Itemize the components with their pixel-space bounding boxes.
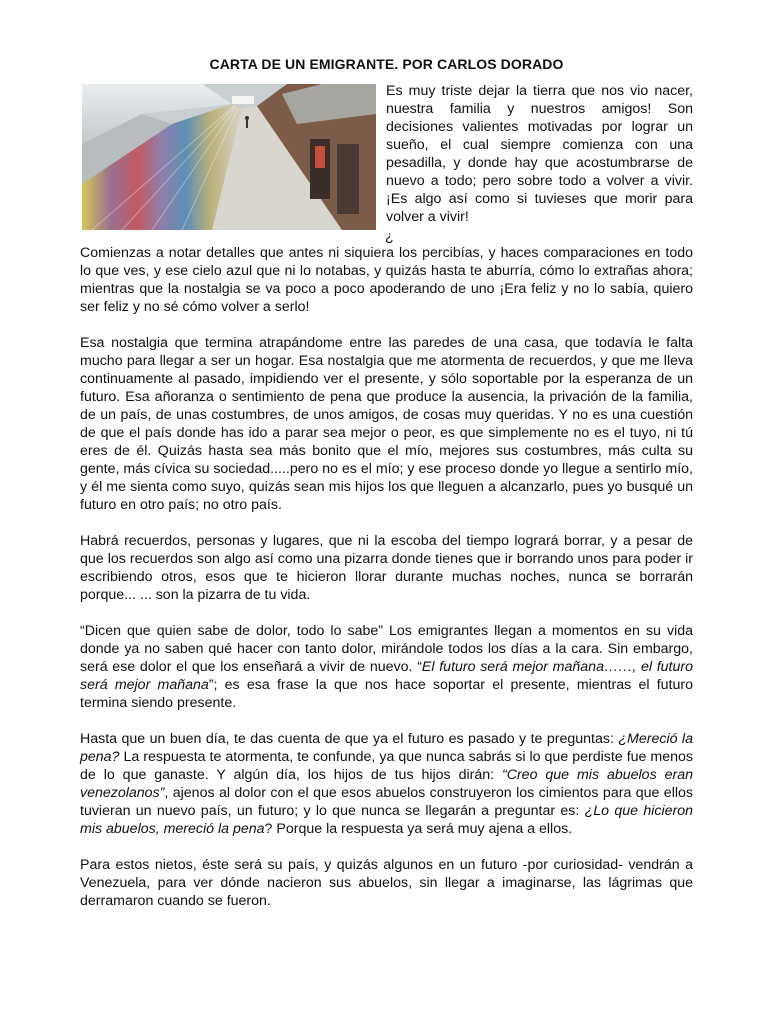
subway-station-photo-illustration bbox=[82, 84, 376, 230]
paragraph-5-text-e: , ajenos al dolor con el que esos abuelos construyeron los cimientos para que ellos tuvieran un nuevo país, un futuro; y lo que nunca se llegarán a preguntar es: bbox=[80, 785, 693, 819]
paragraph-6: Para estos nietos, éste será su país, y quizás algunos en un futuro -por curiosidad- vendrán a Venezuela, para ver dónde nacieron sus abuelos, sin llegar a imaginarse, las lágrimas que derramaron cuando se fueron. bbox=[80, 857, 693, 909]
intro-paragraph: Es muy triste dejar la tierra que nos vio nacer, nuestra familia y nuestros amigos! Son decisiones valientes motivadas por lograr un sueño, el cual siempre comienza con una pesadilla, y donde hay que acostumbrarse de nuevo a todo; pero sobre todo a volver a vivir. ¡Es algo así como si tuvieses que morir para volver a vivir! bbox=[386, 83, 693, 225]
paragraph-5-italic-question: ¿Mereció la pena? bbox=[80, 731, 693, 765]
paragraph-5-text-g: ? Porque la respuesta ya será muy ajena a ellos. bbox=[264, 821, 573, 837]
intro-row bbox=[80, 82, 693, 230]
paragraph-4-italic-quote: El futuro será mejor mañana……, el futuro será mejor mañana bbox=[80, 659, 693, 693]
subway-station-photo bbox=[82, 84, 376, 230]
paragraph-5-italic-final-question: ¿Lo que hicieron mis abuelos, mereció la pena bbox=[80, 803, 694, 837]
paragraph-4 bbox=[80, 622, 693, 712]
document-page bbox=[80, 56, 693, 928]
paragraph-4-text-c: ”; es esa frase la que nos hace soportar el presente, mientras el futuro termina siendo presente. bbox=[80, 677, 693, 711]
paragraph-3: Habrá recuerdos, personas y lugares, que ni la escoba del tiempo logrará borrar, y a pesar de que los recuerdos son algo así como una pizarra donde tienes que ir borrando unos para poder ir escribiendo otros, esos que te hicieron llorar durante muchas noches, nunca se borrarán porque... ... son la pizarra de tu vida. bbox=[80, 533, 693, 603]
paragraph-5 bbox=[80, 730, 693, 838]
inverted-question-mark: ¿ bbox=[385, 229, 394, 245]
paragraph-1: Comienzas a notar detalles que antes ni siquiera los percibías, y haces comparaciones en todo lo que ves, y ese cielo azul que ni lo notabas, y quizás hasta te aburría, cómo lo extrañas ahora; mientras que la nostalgia se va poco a poco apoderando de uno ¡Era feliz y no lo sabía, quiero ser feliz y no sé cómo volver a serlo! bbox=[80, 245, 693, 315]
paragraph-2: Esa nostalgia que termina atrapándome entre las paredes de una casa, que todavía le falta mucho para llegar a ser un hogar. Esa nostalgia que me atormenta de recuerdos, y que me lleva continuamente al pasado, impidiendo ver el presente, y sólo soportable por la esperanza de un futuro. Esa añoranza o sentimiento de pena que produce la ausencia, la privación de la familia, de un país, de unas costumbres, de unos amigos, de cosas muy queridas. Y no es una cuestión de que el país donde has ido a parar sea mejor o peor, es que simplemente no es el tuyo, ni tú eres de él. Quizás hasta sea más bonito que el mío, mejores sus costumbres, más culta su gente, más cívica su sociedad.....pero no es el mío; y ese proceso donde yo llegue a sentirlo mío, y él me sienta como suyo, quizás sean mis hijos los que lleguen a alcanzarlo, pues yo busqué un futuro en otro país; no otro país. bbox=[80, 335, 693, 513]
page-title: CARTA DE UN EMIGRANTE. POR CARLOS DORADO bbox=[209, 56, 564, 72]
paragraph-5-text-c: La respuesta te atormenta, te confunde, ya que nunca sabrás si lo que perdiste fue menos de lo que ganaste. Y algún día, los hijos de tus hijos dirán: bbox=[80, 749, 693, 783]
paragraph-5-text-a: Hasta que un buen día, te das cuenta de que ya el futuro es pasado y te preguntas: bbox=[80, 731, 619, 747]
paragraph-4-text-a: “Dicen que quien sabe de dolor, todo lo sabe” Los emigrantes llegan a momentos en su vida donde ya no saben qué hacer con tanto dolor, mirándole todos los días a la cara. Sin embargo, será ese dolor el que los enseñará a vivir de nuevo. “ bbox=[80, 623, 693, 675]
paragraph-5-italic-quote: “Creo que mis abuelos eran venezolanos” bbox=[80, 767, 693, 801]
